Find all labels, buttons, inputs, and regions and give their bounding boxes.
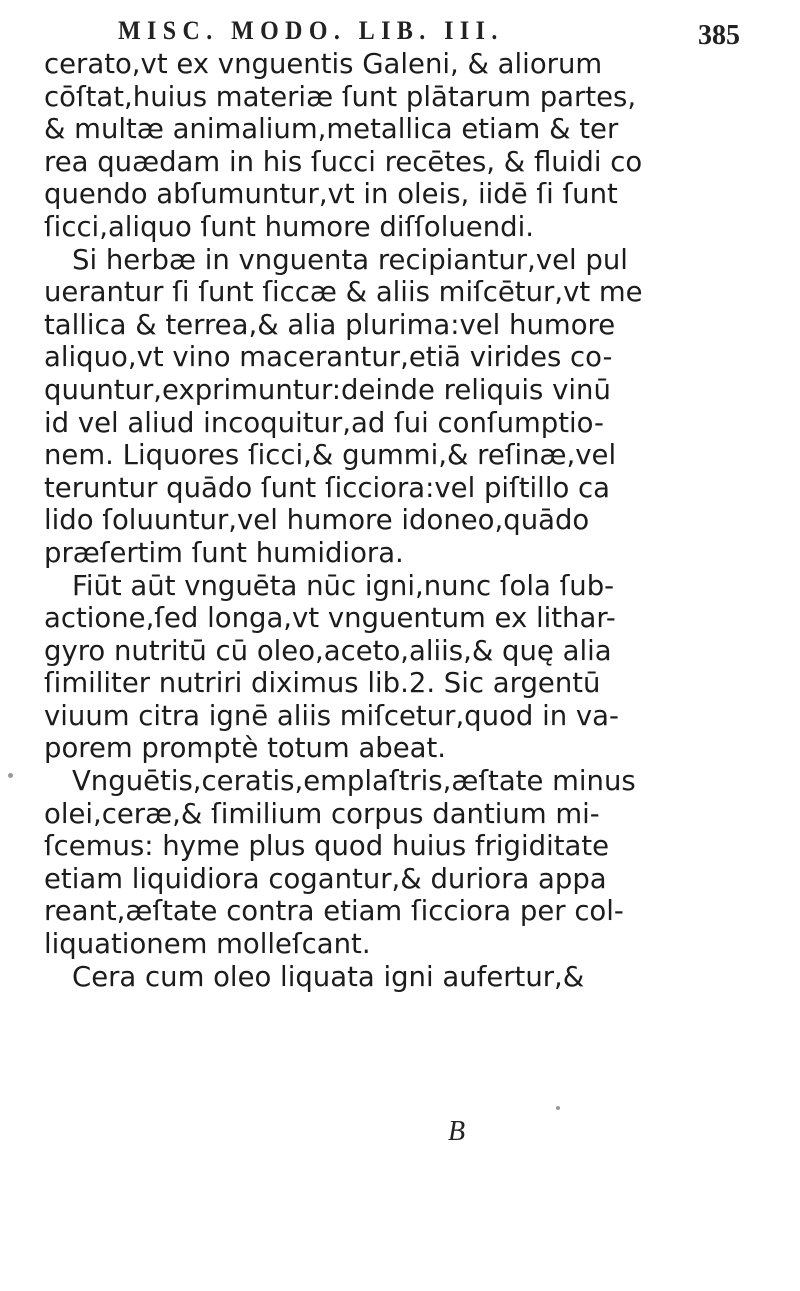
text-line: viuum citra ignē aliis miſcetur,quod in va- — [44, 699, 619, 732]
text-line: cōſtat,huius materiæ ſunt plātarum partes, — [44, 80, 637, 113]
text-line: uerantur ſi ſunt ſiccæ & aliis miſcētur,vt me — [44, 276, 643, 309]
text-line: reant,æſtate contra etiam ſicciora per col- — [44, 895, 624, 928]
text-line: id vel aliud incoquitur,ad ſui conſumptio- — [44, 406, 604, 439]
text-line: præſertim ſunt humidiora. — [44, 536, 404, 569]
text-line: teruntur quādo ſunt ſicciora:vel piſtillo ca — [44, 471, 610, 504]
text-line: ſcemus: hyme plus quod huius frigiditate — [44, 830, 610, 863]
text-line: & multæ animalium,metallica etiam & ter — [44, 113, 619, 146]
ink-speck — [556, 1106, 560, 1110]
text-line: gyro nutritū cū oleo,aceto,aliis,& quę alia — [44, 634, 612, 667]
text-line: quendo abſumuntur,vt in oleis, iidē ſi ſunt — [44, 178, 618, 211]
page-number: 385 — [698, 20, 740, 51]
text-line: nem. Liquores ſicci,& gummi,& reſinæ,vel — [44, 439, 617, 472]
signature-mark: B — [448, 1116, 466, 1147]
running-head — [118, 14, 740, 50]
body-text — [44, 48, 764, 993]
text-line: actione,ſed longa,vt vnguentum ex lithar- — [44, 602, 616, 635]
text-line: tallica & terrea,& alia plurima:vel humore — [44, 308, 616, 341]
ink-speck — [8, 773, 13, 778]
text-line: Fiūt aūt vnguēta nūc igni,nunc ſola ſub- — [72, 569, 615, 602]
text-line: aliquo,vt vino macerantur,etiā virides co- — [44, 341, 613, 374]
text-line: Si herbæ in vnguenta recipiantur,vel pul — [72, 243, 628, 276]
text-line: olei,ceræ,& ſimilium corpus dantium mi- — [44, 797, 600, 830]
text-line: liquationem molleſcant. — [44, 928, 371, 961]
text-line: quuntur,exprimuntur:deinde reliquis vinū — [44, 373, 611, 406]
text-line: cerato,vt ex vnguentis Galeni, & aliorum — [44, 48, 603, 80]
text-line: ſimiliter nutriri diximus lib.2. Sic argentū — [44, 667, 601, 700]
text-line: rea quædam in his ſucci recētes, & fluidi co — [44, 145, 643, 178]
text-line: Cera cum oleo liquata igni aufertur,& — [72, 960, 585, 993]
text-line: lido ſoluuntur,vel humore idoneo,quādo — [44, 504, 590, 537]
text-line: porem promptè totum abeat. — [44, 732, 447, 765]
text-line: Vnguētis,ceratis,emplaſtris,æſtate minus — [72, 765, 636, 798]
running-title: MISC. MODO. LIB. III. — [118, 16, 504, 45]
text-line: ſicci,aliquo ſunt humore diſſoluendi. — [44, 210, 534, 243]
text-line: etiam liquidiora cogantur,& duriora appa — [44, 862, 607, 895]
